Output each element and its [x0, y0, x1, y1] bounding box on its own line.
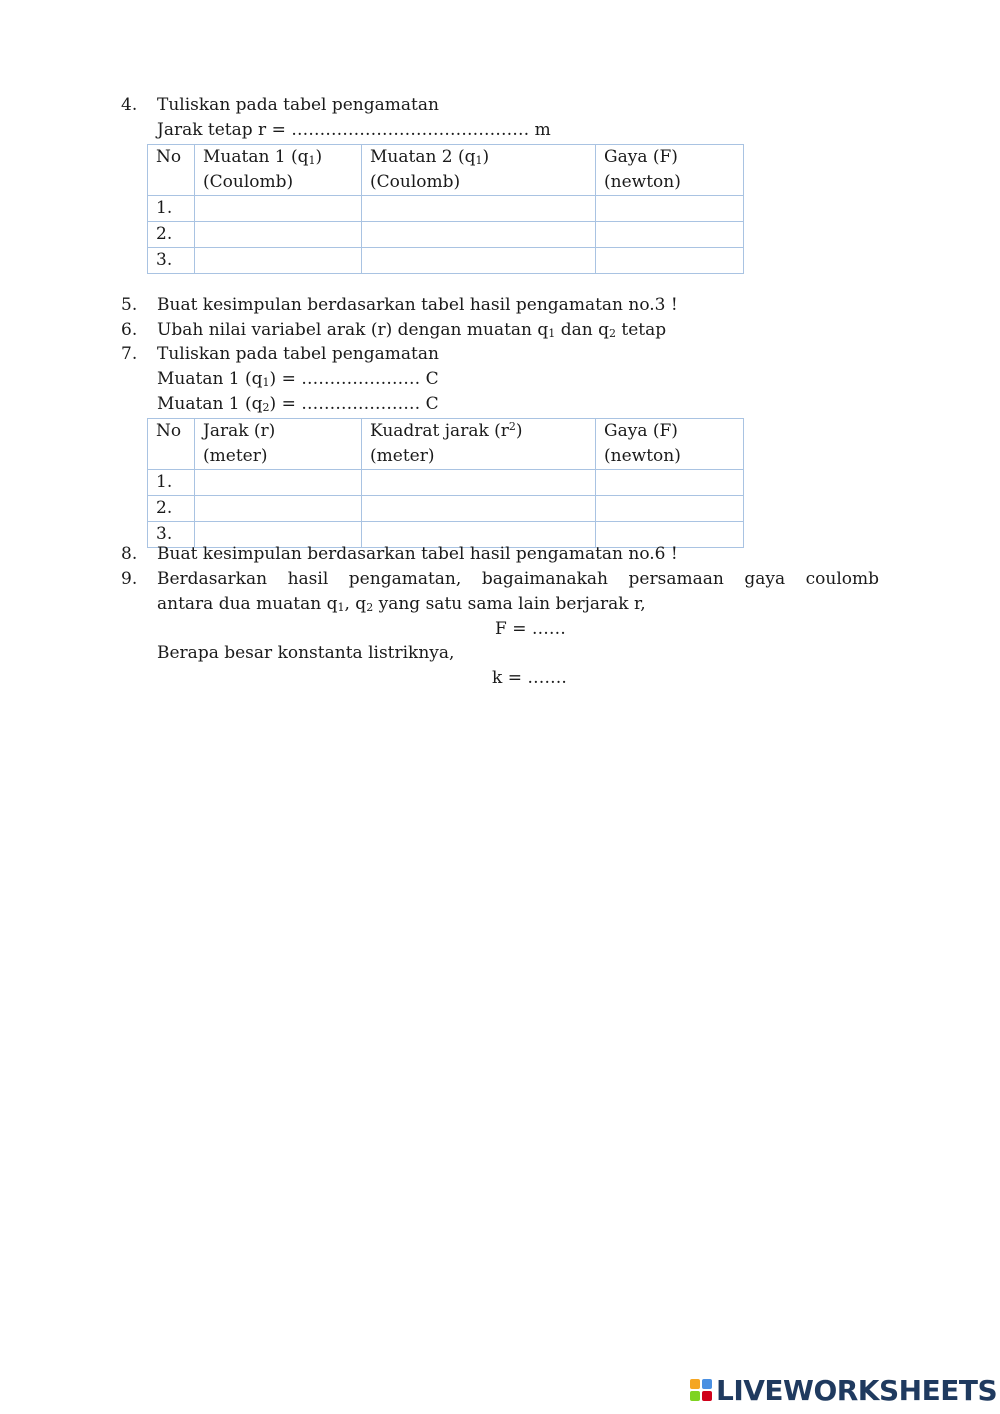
- answer-cell[interactable]: [362, 496, 596, 522]
- logo-text: LIVEWORKSHEETS: [716, 1373, 998, 1407]
- table-row: [148, 470, 744, 496]
- table-header-row: [148, 419, 744, 470]
- answer-cell[interactable]: [596, 470, 744, 496]
- answer-cell[interactable]: [195, 496, 362, 522]
- table-row: [148, 196, 744, 222]
- item-number: 9.: [121, 569, 138, 589]
- formula-f-blank[interactable]: F = ……: [495, 619, 566, 639]
- header-no: No: [148, 419, 195, 470]
- answer-cell[interactable]: [195, 196, 362, 222]
- header-no: No: [148, 145, 195, 196]
- row-number: 2.: [148, 222, 195, 248]
- header-jarak: Jarak (r) (meter): [195, 419, 362, 470]
- answer-cell[interactable]: [596, 248, 744, 274]
- formula-k-blank[interactable]: k = …….: [492, 668, 567, 688]
- row-number: 3.: [148, 248, 195, 274]
- answer-cell[interactable]: [596, 196, 744, 222]
- answer-cell[interactable]: [195, 248, 362, 274]
- item-text: Tuliskan pada tabel pengamatan: [157, 95, 439, 115]
- item-text: Buat kesimpulan berdasarkan tabel hasil pengamatan no.3 !: [157, 295, 678, 315]
- header-gaya: Gaya (F) (newton): [596, 419, 744, 470]
- answer-cell[interactable]: [362, 196, 596, 222]
- row-number: 1.: [148, 196, 195, 222]
- jarak-blank[interactable]: …………………………………… m: [291, 120, 551, 140]
- item-number: 7.: [121, 344, 138, 364]
- item-number: 8.: [121, 544, 138, 564]
- table-row: [148, 496, 744, 522]
- answer-cell[interactable]: [195, 222, 362, 248]
- liveworksheets-logo: [690, 1374, 997, 1406]
- header-kuadrat-jarak: Kuadrat jarak $(r^2)$ (meter): [362, 419, 596, 470]
- answer-cell[interactable]: [195, 470, 362, 496]
- item-number: 6.: [121, 320, 138, 340]
- table-row: [148, 222, 744, 248]
- header-muatan-2: Muatan 2 $(q_1)$ (Coulomb): [362, 145, 596, 196]
- item-text: Ubah nilai variabel arak (r) dengan muatan $q_1$ dan $q_2$ tetap: [157, 320, 667, 340]
- liveworksheets-logo-icon: [690, 1379, 712, 1401]
- answer-cell[interactable]: [596, 222, 744, 248]
- item-text: Tuliskan pada tabel pengamatan: [157, 344, 439, 364]
- row-number: 3.: [148, 522, 195, 548]
- header-muatan-1: Muatan 1 $(q_1)$ (Coulomb): [195, 145, 362, 196]
- observation-table-1: [147, 144, 744, 274]
- row-number: 2.: [148, 496, 195, 522]
- answer-cell[interactable]: [362, 248, 596, 274]
- item-text: Buat kesimpulan berdasarkan tabel hasil pengamatan no.6 !: [157, 544, 678, 564]
- observation-table-2: [147, 418, 744, 548]
- jarak-label: Jarak tetap r =: [157, 120, 292, 140]
- item-text-line-1: Berdasarkan hasil pengamatan, bagaimanakah persamaan gaya coulomb: [157, 569, 879, 589]
- table-header-row: [148, 145, 744, 196]
- header-gaya: Gaya (F) (newton): [596, 145, 744, 196]
- row-number: 1.: [148, 470, 195, 496]
- table-row: [148, 248, 744, 274]
- answer-cell[interactable]: [362, 470, 596, 496]
- item-number: 5.: [121, 295, 138, 315]
- answer-cell[interactable]: [362, 222, 596, 248]
- item-number: 4.: [121, 95, 138, 115]
- answer-cell[interactable]: [596, 496, 744, 522]
